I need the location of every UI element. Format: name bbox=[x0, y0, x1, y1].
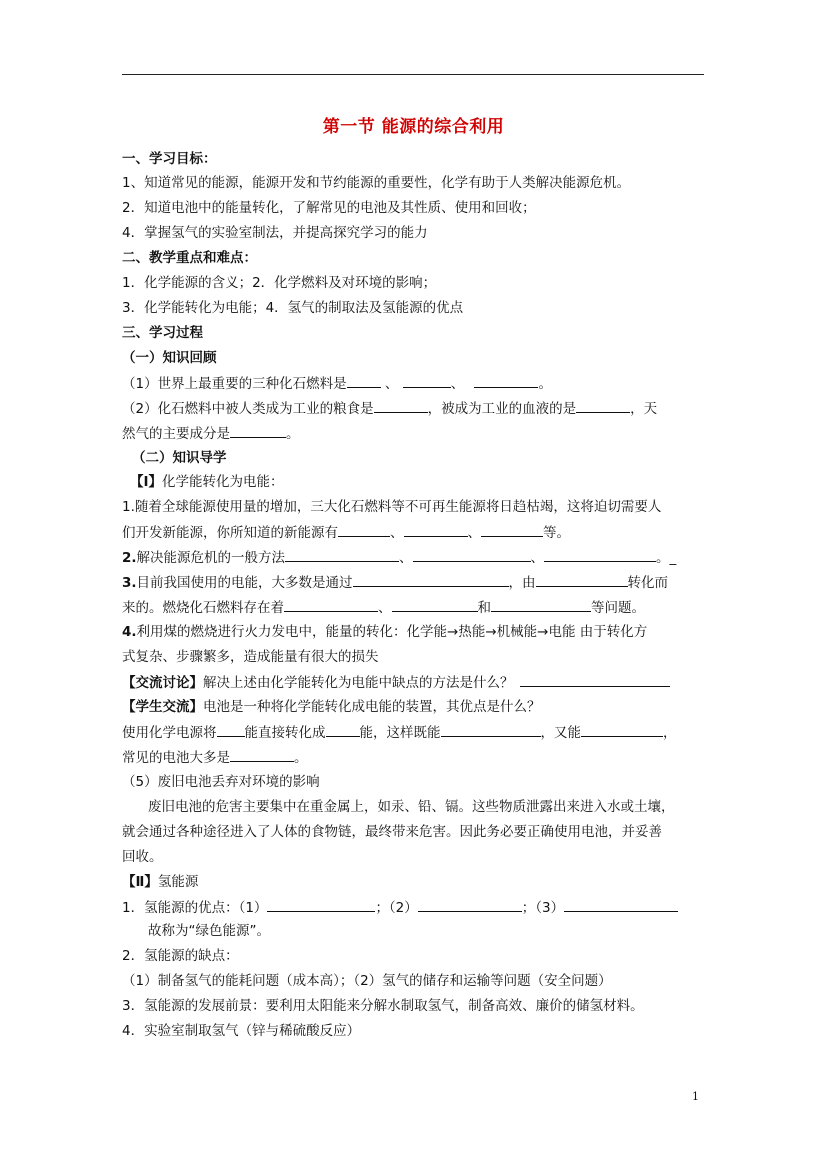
waste-battery-text-2: 就会通过各种途径进入了人体的食物链，最终带来危害。因此务必要正确使用电池，并妥善 bbox=[122, 824, 662, 840]
hydrogen-disadvantages: （1）制备氢气的能耗问题（成本高）；（2）氢气的储存和运输等问题（安全问题） bbox=[122, 973, 612, 989]
blank[interactable] bbox=[284, 598, 378, 612]
battery-question: 使用化学电源将 能直接转化成 能，这样既能 ，又能 ， bbox=[122, 725, 677, 741]
goal-2: 2．知道电池中的能量转化，了解常见的电池及其性质、使用和回收； bbox=[122, 200, 536, 216]
part-1-heading: 【Ⅰ】化学能转化为电能： bbox=[130, 474, 284, 490]
subsection-guide: （二）知识导学 bbox=[132, 450, 227, 466]
waste-battery-text-3: 回收。 bbox=[122, 849, 163, 865]
header-rule bbox=[122, 74, 704, 75]
blank[interactable] bbox=[404, 523, 468, 537]
section-heading-keypoints: 二、教学重点和难点： bbox=[122, 250, 257, 266]
blank[interactable] bbox=[230, 748, 294, 762]
hydrogen-prospects: 3．氢能源的发展前景：要利用太阳能来分解水制取氢气，制备高效、廉价的储氢材料。 bbox=[122, 998, 644, 1014]
subsection-review: （一）知识回顾 bbox=[122, 350, 217, 366]
guide-item-4: 4.利用煤的燃烧进行火力发电中，能量的转化：化学能→热能→机械能→电能 由于转化方 bbox=[122, 624, 648, 640]
review-question-2-cont: 然气的主要成分是 。 bbox=[122, 426, 300, 442]
goal-1: 1、知道常见的能源，能源开发和节约能源的重要性，化学有助于人类解决能源危机。 bbox=[122, 175, 631, 191]
guide-item-1-cont: 们开发新能源，你所知道的新能源有 、 、 等。 bbox=[122, 525, 570, 541]
page-number: 1 bbox=[692, 1090, 699, 1103]
blank[interactable] bbox=[564, 898, 678, 912]
blank[interactable] bbox=[374, 399, 428, 413]
goal-4: 4．掌握氢气的实验室制法，并提高探究学习的能力 bbox=[122, 225, 428, 241]
hydrogen-advantages-cont: 故称为“绿色能源”。 bbox=[148, 923, 270, 939]
waste-battery-text-1: 废旧电池的危害主要集中在重金属上，如汞、铅、镉。这些物质泄露出来进入水或土壤， bbox=[148, 799, 675, 815]
hydrogen-disadvantages-heading: 2．氢能源的缺点： bbox=[122, 948, 239, 964]
blank[interactable] bbox=[520, 673, 670, 687]
guide-item-3-cont: 来的。燃烧化石燃料存在着 、 和 等问题。 bbox=[122, 600, 645, 616]
blank[interactable] bbox=[481, 523, 543, 537]
blank[interactable] bbox=[403, 374, 451, 388]
section-heading-goals: 一、学习目标： bbox=[122, 151, 217, 167]
review-question-2: （2）化石燃料中被人类成为工业的粮食是 ，被成为工业的血液的是 ，天 bbox=[122, 401, 658, 417]
guide-item-2: 2.解决能源危机的一般方法 、 、 。_ bbox=[122, 550, 677, 566]
blank[interactable] bbox=[581, 723, 663, 737]
guide-item-3: 3.目前我国使用的电能，大多数是通过 ，由 转化而 bbox=[122, 575, 669, 591]
blank[interactable] bbox=[217, 723, 245, 737]
blank[interactable] bbox=[347, 374, 381, 388]
guide-item-1: 1.随着全球能源使用量的增加，三大化石燃料等不可再生能源将日趋枯竭，这将迫切需要人 bbox=[122, 499, 662, 515]
waste-battery-heading: （5）废旧电池丢弃对环境的影响 bbox=[122, 774, 320, 790]
keypoint-3: 3．化学能转化为电能；4．氢气的制取法及氢能源的优点 bbox=[122, 300, 464, 316]
student-exchange-prompt: 【学生交流】电池是一种将化学能转化成电能的装置，其优点是什么？ bbox=[122, 699, 541, 715]
blank[interactable] bbox=[326, 723, 360, 737]
blank[interactable] bbox=[441, 723, 541, 737]
page-title: 第一节 能源的综合利用 bbox=[322, 117, 505, 137]
review-question-1: （1）世界上最重要的三种化石燃料是 、 、 。 bbox=[122, 376, 552, 392]
blank[interactable] bbox=[230, 424, 286, 438]
blank[interactable] bbox=[285, 548, 399, 562]
blank[interactable] bbox=[413, 548, 531, 562]
blank[interactable] bbox=[544, 548, 656, 562]
guide-item-4-cont: 式复杂、步骤繁多，造成能量有很大的损失 bbox=[122, 649, 379, 665]
section-heading-process: 三、学习过程 bbox=[122, 325, 203, 341]
hydrogen-advantages: 1．氢能源的优点：（1） ；（2） ；（3） bbox=[122, 898, 722, 917]
blank[interactable] bbox=[576, 399, 630, 413]
blank[interactable] bbox=[418, 898, 522, 912]
blank[interactable] bbox=[392, 598, 478, 612]
blank[interactable] bbox=[353, 573, 509, 587]
discussion-prompt: 【交流讨论】解决上述由化学能转化为电能中缺点的方法是什么？ bbox=[122, 673, 722, 692]
blank[interactable] bbox=[338, 523, 390, 537]
blank[interactable] bbox=[474, 374, 538, 388]
blank[interactable] bbox=[267, 898, 375, 912]
blank[interactable] bbox=[491, 598, 591, 612]
part-2-heading: 【Ⅱ】氢能源 bbox=[122, 874, 199, 890]
hydrogen-lab-preparation: 4．实验室制取氢气（锌与稀硫酸反应） bbox=[122, 1023, 361, 1039]
battery-question-cont: 常见的电池大多是 。 bbox=[122, 750, 308, 766]
blank[interactable] bbox=[536, 573, 628, 587]
keypoint-1: 1．化学能源的含义；2．化学燃料及对环境的影响； bbox=[122, 275, 437, 291]
